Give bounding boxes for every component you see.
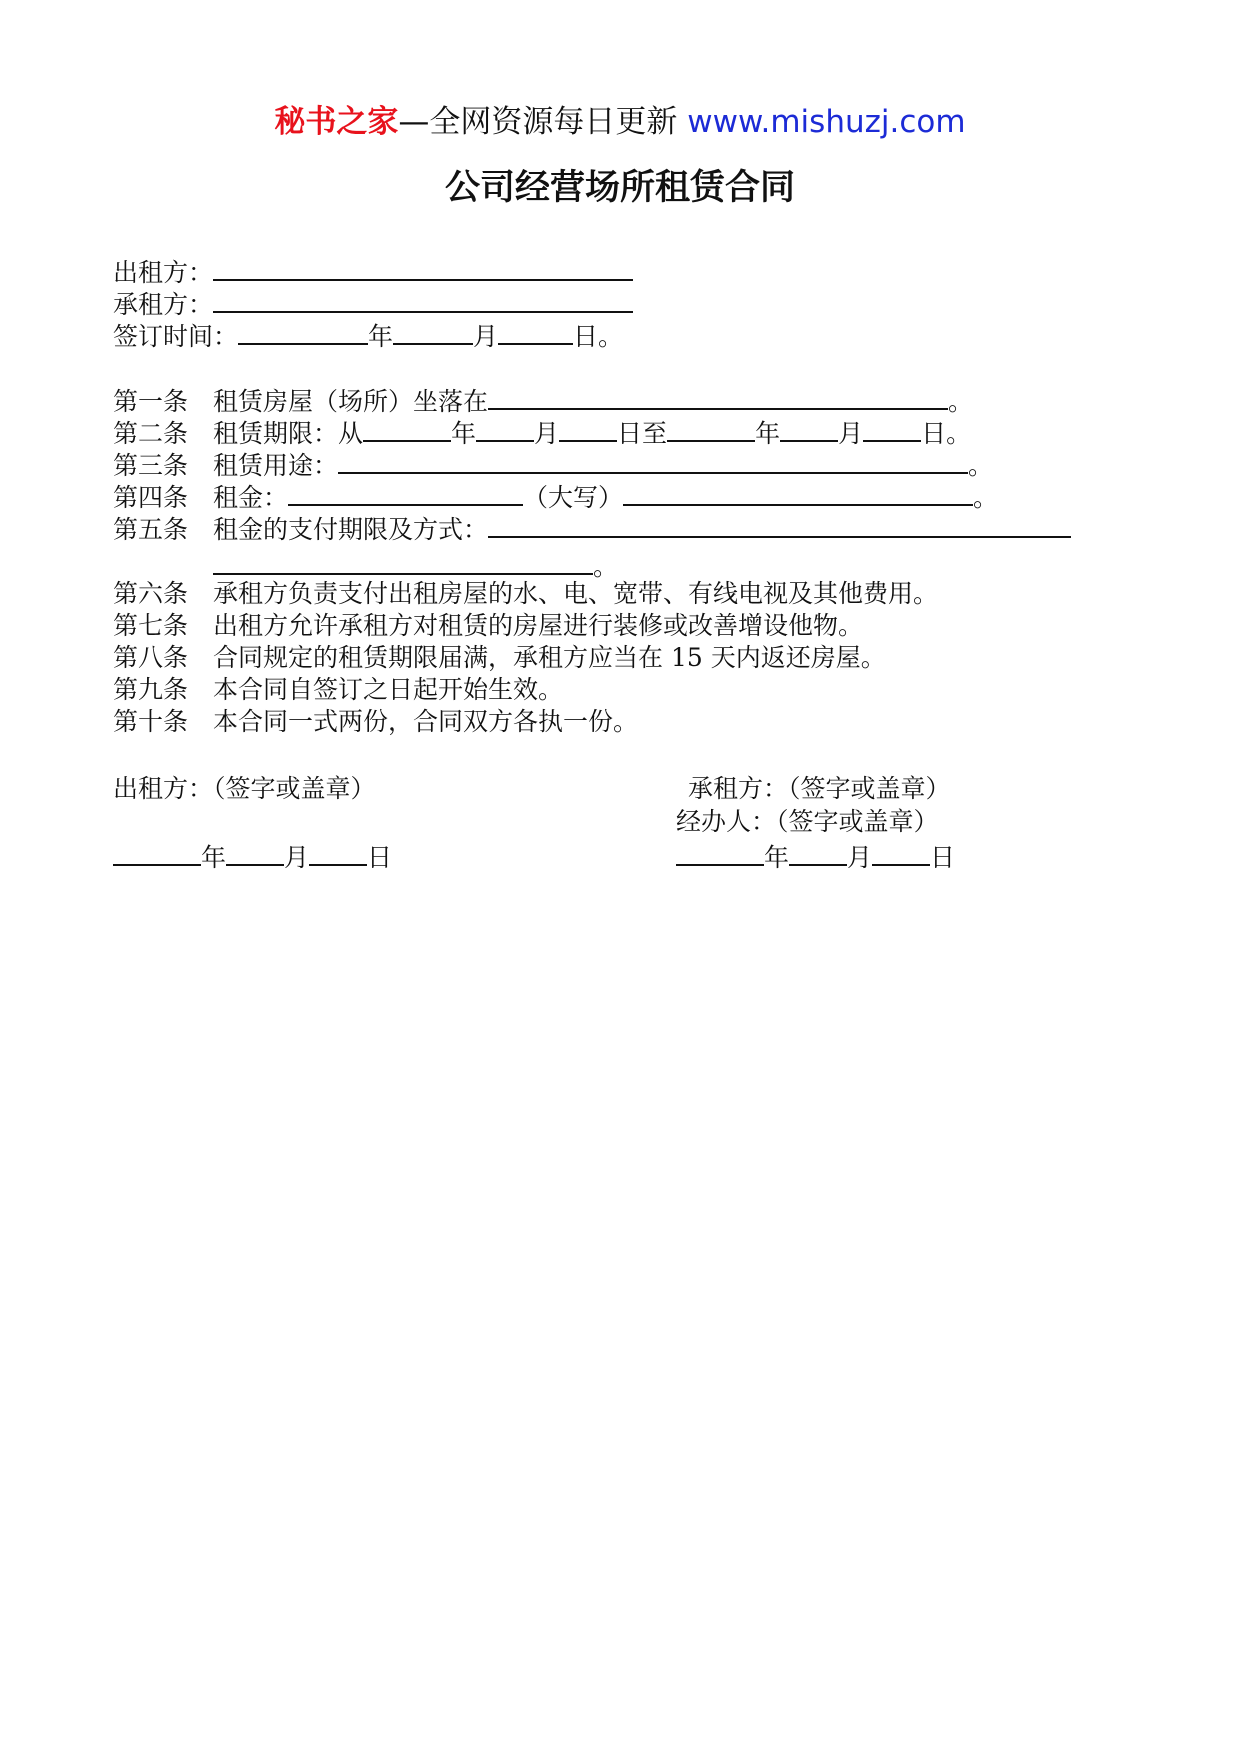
day-to-text: 日至 (617, 419, 668, 448)
clause-7 (113, 610, 863, 642)
lessee-line (113, 287, 633, 321)
clause-text: 租赁期限：从 (213, 419, 364, 448)
clause-text: 租赁房屋（场所）坐落在 (213, 387, 489, 416)
banner-url-link[interactable]: www.mishuzj.com (687, 104, 966, 140)
lessee-day-blank[interactable] (872, 840, 930, 866)
lessee-year-blank[interactable] (676, 840, 764, 866)
clause-8 (113, 642, 886, 674)
clause-text: 本合同一式两份，合同双方各执一份。 (213, 707, 639, 736)
day-text: 日 (930, 843, 956, 872)
signing-year-blank[interactable] (238, 319, 368, 345)
clause-text: 租金： (213, 483, 289, 512)
lessee-label: 承租方： (113, 290, 214, 319)
clause-text: 租金的支付期限及方式： (213, 515, 489, 544)
clause-number: 第二条 (113, 419, 189, 448)
end-month-blank[interactable] (780, 416, 838, 442)
site-banner (0, 100, 1240, 144)
lessor-line (113, 255, 633, 289)
lessee-date-line (676, 840, 955, 874)
clause-number: 第九条 (113, 675, 189, 704)
month-text: 月 (847, 843, 873, 872)
clause-end: 。 (973, 483, 999, 512)
banner-slogan: —全网资源每日更新 (398, 104, 678, 140)
page-title: 公司经营场所租赁合同 (444, 168, 795, 208)
year-text: 年 (764, 843, 790, 872)
agent-signature: 经办人：（签字或盖章） (676, 807, 939, 836)
start-day-blank[interactable] (559, 416, 617, 442)
day-text: 日。 (573, 322, 624, 351)
clause-end: 。 (968, 451, 994, 480)
clause-number: 第三条 (113, 451, 189, 480)
clause-3 (113, 448, 993, 482)
clause-number: 第六条 (113, 579, 189, 608)
lessor-day-blank[interactable] (309, 840, 367, 866)
clause-5 (113, 512, 1071, 546)
clause-number: 第八条 (113, 643, 189, 672)
month-text: 月 (284, 843, 310, 872)
lessor-month-blank[interactable] (226, 840, 284, 866)
signing-day-blank[interactable] (498, 319, 573, 345)
clause-number: 第十条 (113, 707, 189, 736)
year-text: 年 (368, 322, 394, 351)
day-text: 日 (367, 843, 393, 872)
clause-2 (113, 416, 971, 450)
banner-brand: 秘书之家 (274, 104, 399, 140)
clause-10 (113, 706, 638, 738)
clause-number: 第五条 (113, 515, 189, 544)
clause-number: 第一条 (113, 387, 189, 416)
month-text: 月 (473, 322, 499, 351)
lessor-blank[interactable] (213, 255, 633, 281)
end-year-blank[interactable] (667, 416, 755, 442)
clause-6 (113, 578, 938, 610)
clause-text: 出租方允许承租方对租赁的房屋进行装修或改善增设他物。 (213, 611, 864, 640)
lessee-month-blank[interactable] (789, 840, 847, 866)
month-text: 月 (838, 419, 864, 448)
lessor-label: 出租方： (113, 258, 214, 287)
clause-9 (113, 674, 563, 706)
rent-amount-blank[interactable] (288, 480, 523, 506)
lessee-signature: 承租方：（签字或盖章） (688, 774, 951, 803)
end-day-blank[interactable] (863, 416, 921, 442)
rent-uppercase-blank[interactable] (623, 480, 973, 506)
purpose-blank[interactable] (338, 448, 968, 474)
clause-text: 合同规定的租赁期限届满，承租方应当在 15 天内返还房屋。 (213, 643, 886, 672)
clause-text: 本合同自签订之日起开始生效。 (213, 675, 564, 704)
year-text: 年 (201, 843, 227, 872)
uppercase-label: （大写） (523, 483, 624, 512)
payment-terms-blank-2[interactable] (213, 549, 593, 575)
clause-1 (113, 384, 973, 418)
clause-number: 第四条 (113, 483, 189, 512)
signing-date-line (113, 319, 623, 353)
clause-text: 承租方负责支付出租房屋的水、电、宽带、有线电视及其他费用。 (213, 579, 939, 608)
year-text: 年 (451, 419, 477, 448)
lessor-date-line (113, 840, 392, 874)
payment-terms-blank[interactable] (488, 512, 1071, 538)
month-text: 月 (534, 419, 560, 448)
location-blank[interactable] (488, 384, 948, 410)
lessor-signature: 出租方：（签字或盖章） (113, 774, 376, 803)
clause-text: 租赁用途： (213, 451, 339, 480)
year-text: 年 (755, 419, 781, 448)
day-end-text: 日。 (921, 419, 972, 448)
start-month-blank[interactable] (476, 416, 534, 442)
clause-4 (113, 480, 998, 514)
lessee-blank[interactable] (213, 287, 633, 313)
lessor-year-blank[interactable] (113, 840, 201, 866)
signing-month-blank[interactable] (393, 319, 473, 345)
signing-date-label: 签订时间： (113, 322, 239, 351)
clause-number: 第七条 (113, 611, 189, 640)
clause-end: 。 (948, 387, 974, 416)
clause-end: 。 (593, 552, 619, 581)
start-year-blank[interactable] (363, 416, 451, 442)
